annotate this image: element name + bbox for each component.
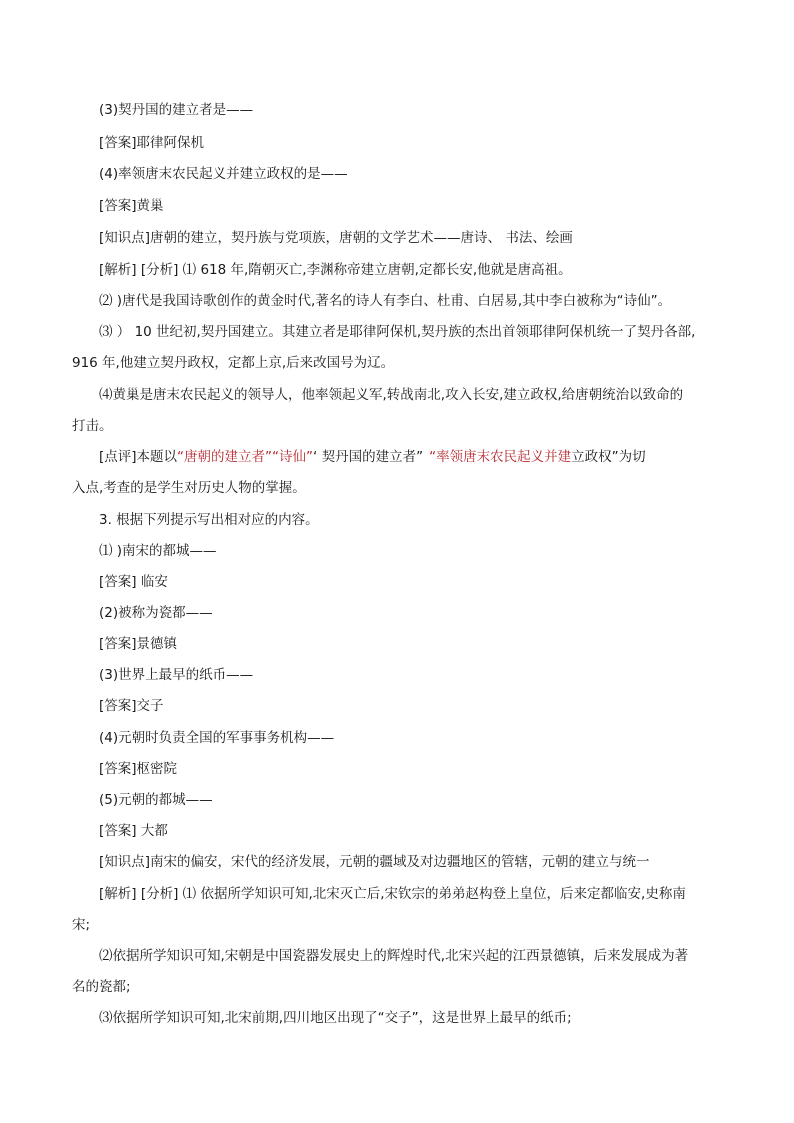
comment-line	[99, 447, 646, 467]
question-3-prompt: (3)契丹国的建立者是——	[99, 102, 254, 118]
answer-4: [答案]黄巢	[99, 198, 164, 214]
q3-item-3: (3)世界上最早的纸币——	[99, 667, 254, 683]
comment-quote-3: “率领唐末农民起义并建	[429, 449, 572, 465]
answer-3: [答案]耶律阿保机	[99, 135, 205, 151]
q3-answer-1: [答案] 临安	[99, 574, 168, 590]
q3-item-5: (5)元朝的都城——	[99, 792, 213, 808]
analysis-4-cont: 打击。	[72, 418, 113, 434]
knowledge-points-1: [知识点]唐朝的建立，契丹族与党项族，唐朝的文学艺术——唐诗、 书法、绘画	[99, 230, 573, 246]
analysis-q3-2-cont: 名的瓷都;	[72, 979, 131, 995]
analysis-3-cont: 916 年,他建立契丹政权，定都上京,后来改国号为辽。	[72, 355, 395, 371]
analysis-q3-3: ⑶依据所学知识可知,北宋前期,四川地区出现了“交子”，这是世界上最早的纸币;	[99, 1010, 572, 1026]
comment-prefix: [点评]本题以	[99, 449, 178, 465]
analysis-q3-1: [解析] [分析] ⑴ 依据所学知识可知,北宋灭亡后,宋钦宗的弟弟赵构登上皇位，后来定都临安,史称南	[99, 886, 686, 902]
q3-answer-2: [答案]景德镇	[99, 636, 178, 652]
q3-answer-3: [答案]交子	[99, 698, 164, 714]
question-4-prompt: (4)率领唐末农民起义并建立政权的是——	[99, 166, 348, 182]
q3-item-1: ⑴ )南宋的都城——	[99, 543, 217, 559]
comment-quote-1: “唐朝的建立者”“诗仙”	[177, 449, 314, 465]
q3-answer-4: [答案]枢密院	[99, 761, 178, 777]
analysis-3: ⑶ ） 10 世纪初,契丹国建立。其建立者是耶律阿保机,契丹族的杰出首领耶律阿保机统一了契丹各部,	[99, 324, 696, 340]
analysis-q3-2: ⑵依据所学知识可知,宋朝是中国瓷器发展史上的辉煌时代,北宋兴起的江西景德镇，后来发展成为著	[99, 948, 689, 964]
knowledge-points-2: [知识点]南宋的偏安，宋代的经济发展，元朝的疆域及对边疆地区的管辖，元朝的建立与统一	[99, 854, 650, 870]
comment-suffix: 立政权”为切	[571, 449, 646, 465]
analysis-2: ⑵ )唐代是我国诗歌创作的黄金时代,著名的诗人有李白、杜甫、白居易,其中李白被称为“诗仙”。	[99, 293, 672, 309]
comment-quote-2: ‘ 契丹国的建立者”	[313, 449, 424, 465]
q3-item-4: (4)元朝时负责全国的军事事务机构——	[99, 730, 335, 746]
question-3-heading: 3. 根据下列提示写出相对应的内容。	[99, 512, 319, 528]
analysis-1: [解析] [分析] ⑴ 618 年,隋朝灭亡,李渊称帝建立唐朝,定都长安,他就是唐高祖。	[99, 262, 572, 278]
comment-cont: 入点,考查的是学生对历史人物的掌握。	[72, 480, 306, 496]
analysis-q3-1-cont: 宋;	[72, 917, 91, 933]
q3-answer-5: [答案] 大都	[99, 823, 168, 839]
analysis-4: ⑷黄巢是唐末农民起义的领导人，他率领起义军,转战南北,攻入长安,建立政权,给唐朝统治以致命的	[99, 387, 684, 403]
q3-item-2: (2)被称为瓷都——	[99, 605, 213, 621]
